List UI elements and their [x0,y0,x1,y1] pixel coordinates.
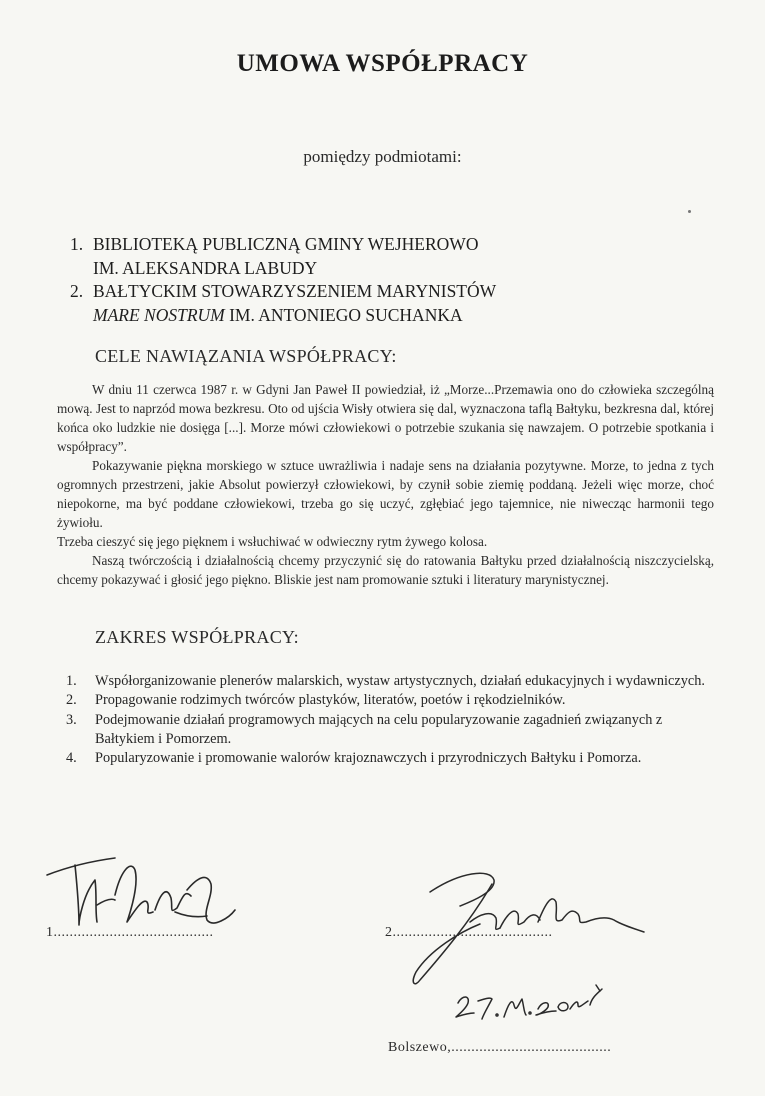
goals-paragraph: W dniu 11 czerwca 1987 r. w Gdyni Jan Paweł II powiedział, iż „Morze...Przemawia ono do człowieka szczególną mową. Jest to naprzód mowa bezkresu. Oto od ujścia Wisły otwiera się dal, wyznaczona taflą Bałtyku, bezkresna dal, której końca oko ludzkie nie dosięga [...]. Morze mówi człowiekowi o potrzebie szukania się nawzajem. O potrzebie spotkania i współpracy”. [57,382,714,454]
party-patron: IM. ANTONIEGO SUCHANKA [224,304,463,325]
handwritten-date [452,975,612,1025]
scope-item [66,711,716,750]
scope-item-number: 4. [66,750,77,767]
party-number: 2. [70,281,84,301]
document-subtitle: pomiędzy podmiotami: [303,147,462,166]
party-name: BIBLIOTEKĄ PUBLICZNĄ GMINY WEJHEROWO [93,234,479,254]
goals-paragraph: Naszą twórczością i działalnością chcemy przyczynić się do ratowania Bałtyku przed działalnością niszczycielską, chcemy pokazywać i głosić jego piękno. Bliskie jest nam promowanie sztuki i literatury marynistycznej. [57,553,714,587]
scope-heading: ZAKRES WSPÓŁPRACY: [95,627,299,647]
scope-item-text: Popularyzowanie i promowanie walorów krajoznawczych i przyrodniczych Bałtyku i Pomorza. [95,750,642,767]
party-item [70,233,690,280]
scope-item-number: 2. [66,692,77,709]
scope-item [66,672,716,691]
party-item [70,280,690,327]
scope-list [66,672,716,768]
signature-2-line: 2........................................ [385,925,553,940]
scope-item-text: Propagowanie rodzimych twórców plastyków, literatów, poetów i rękodzielników. [95,692,566,709]
scope-item [66,691,716,710]
scope-item-text: Współorganizowanie plenerów malarskich, wystaw artystycznych, działań edukacyjnych i wydawniczych. [95,673,705,689]
scan-speck [688,210,691,213]
scope-item-number: 3. [66,711,77,728]
signature-1-line: 1........................................ [46,925,214,940]
scope-item-text: Podejmowanie działań programowych mających na celu popularyzowanie zagadnień związanych z Bałtykiem i Pomorzem. [95,711,663,747]
party-patron: IM. ALEKSANDRA LABUDY [93,257,318,278]
party-name: BAŁTYCKIM STOWARZYSZENIEM MARYNISTÓW [93,281,497,301]
party-number: 1. [70,234,84,254]
document-title: UMOWA WSPÓŁPRACY [236,50,529,77]
scope-item-number: 1. [66,673,77,689]
goals-heading: CELE NAWIĄZANIA WSPÓŁPRACY: [95,346,397,366]
parties-list [70,233,690,327]
scope-item [66,749,716,768]
goals-paragraph: Trzeba cieszyć się jego pięknem i wsłuchiwać w odwieczny rytm żywego kolosa. [57,534,488,549]
party-motto: MARE NOSTRUM [93,304,225,325]
goals-paragraph: Pokazywanie piękna morskiego w sztuce uwrażliwia i nadaje sens na działania pozytywne. Morze, to jedna z tych ogromnych przestrzeni, jakie Absolut powierzył człowiekowi, by czynił sobie ziemię poddaną. Jeżeli więc morze, choć niepokorne, ma być poddane człowiekowi, trzeba go się uczyć, zgłębiać jego tajemnice, nie niwecząc harmonii tego żywiołu. [57,458,714,530]
place-date-line: Bolszewo,........................................ [388,1040,612,1055]
goals-text [57,380,714,589]
